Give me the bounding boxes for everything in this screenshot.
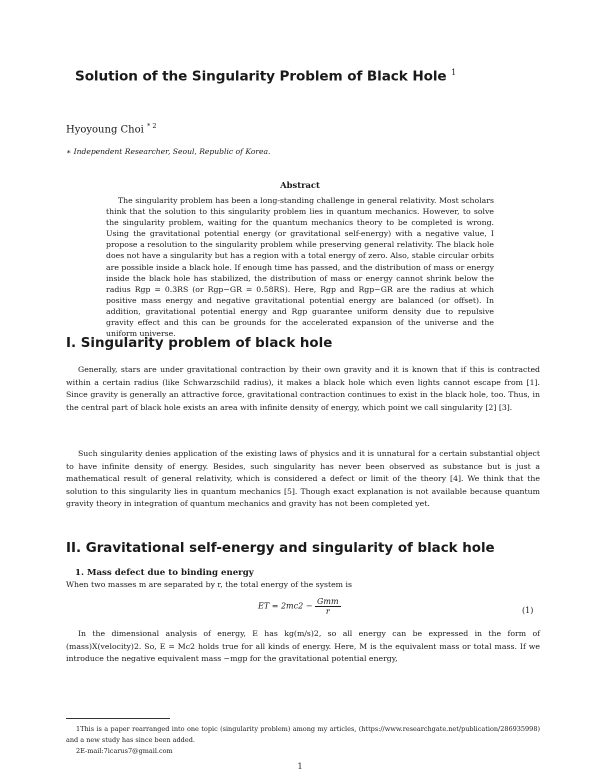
equation-number: (1) [522,606,534,615]
page-number: 1 [297,762,303,771]
paper-title [75,68,456,85]
section-1-paragraph-1: Generally, stars are under gravitational contraction by their own gravity and it is known that if this is contracted within a certain radius (like Schwarzschild radius), it makes a black hole which even lights cannot escape from [1]. Since gravity is generally an attractive force, gravitational contraction continues to exist in the black hole, too. Thus, in the central part of black hole exists an area with infinite density of energy, which point we call singularity [2] [3]. [66,365,540,412]
title-footnote-mark: 1 [451,68,457,77]
section-1-paragraph-2: Such singularity denies application of the existing laws of physics and it is unnatural for a certain substantial object to have infinite density of energy. Besides, such singularity has never been observed as substance but is just a mathematical result of general relativity, which is considered a defect or limit of the theory [4]. We think that the solution to this singularity lies in quantum mechanics [5]. Though exact explanation is not available because quantum gravity theory in integration of quantum mechanics and gravity has not been completed yet. [66,449,540,509]
footnote-divider [66,718,170,719]
equation-numerator: Gmm [317,597,339,606]
equation-1 [258,597,341,616]
footnote-2: 2E-mail:7icarus7@gmail.com [76,747,173,755]
footnote-1: 1This is a paper rearranged into one topic (singularity problem) among my articles, (https://www.researchgate.net/publication/286935998) and a new study has since been added. [66,725,540,744]
equation-lhs: ET = 2mc2 − [258,601,313,611]
equation-fraction [315,597,341,616]
author-footnote-mark: * 2 [147,122,157,130]
equation-intro: When two masses m are separated by r, the total energy of the system is [66,580,352,589]
section-2-paragraph: In the dimensional analysis of energy, E has kg(m/s)2, so all energy can be expressed in the form of (mass)X(velocity)2. So, E = Mc2 holds true for all kinds of energy. Here, M is the equivalent mass or total mass. If we introduce the negative equivalent mass −mgp for the gravitational potential energy, [66,629,540,664]
affiliation: ∗ Independent Researcher, Seoul, Republic of Korea. [66,147,271,156]
abstract-heading: Abstract [280,180,320,190]
equation-denominator: r [325,607,330,616]
paper-title-text: Solution of the Singularity Problem of Black Hole [75,68,447,85]
subsection-heading: 1. Mass defect due to binding energy [75,568,254,578]
author-line [66,122,156,135]
section-1-heading: I. Singularity problem of black hole [66,336,333,351]
section-2-heading: II. Gravitational self-energy and singularity of black hole [66,541,495,556]
author-name: Hyoyoung Choi [66,124,144,136]
abstract-text: The singularity problem has been a long-standing challenge in general relativity. Most scholars think that the solution to this singularity problem lies in quantum mechanics. However, to solve the singularity problem, waiting for the quantum mechanics theory to be completed is wrong. Using the gravitational potential energy (or gravitational self-energy) with a negative value, I propose a resolution to the singularity problem while preserving general relativity. The black hole does not have a singularity but has a region with a total energy of zero. Also, stable circular orbits are possible inside a black hole. If enough time has passed, and the distribution of mass or energy inside the black hole has stabilized, the distribution of mass or energy cannot shrink below the radius Rgp = 0.3RS (or Rgp−GR = 0.58RS). Here, Rgp and Rgp−GR are the radius at which positive mass energy and negative gravitational potential energy are balanced (or offset). In addition, gravitational potential energy and Rgp guarantee uniform density due to repulsive gravity effect and this can be grounds for the accelerated expansion of the universe and the uniform universe. [106,196,494,339]
